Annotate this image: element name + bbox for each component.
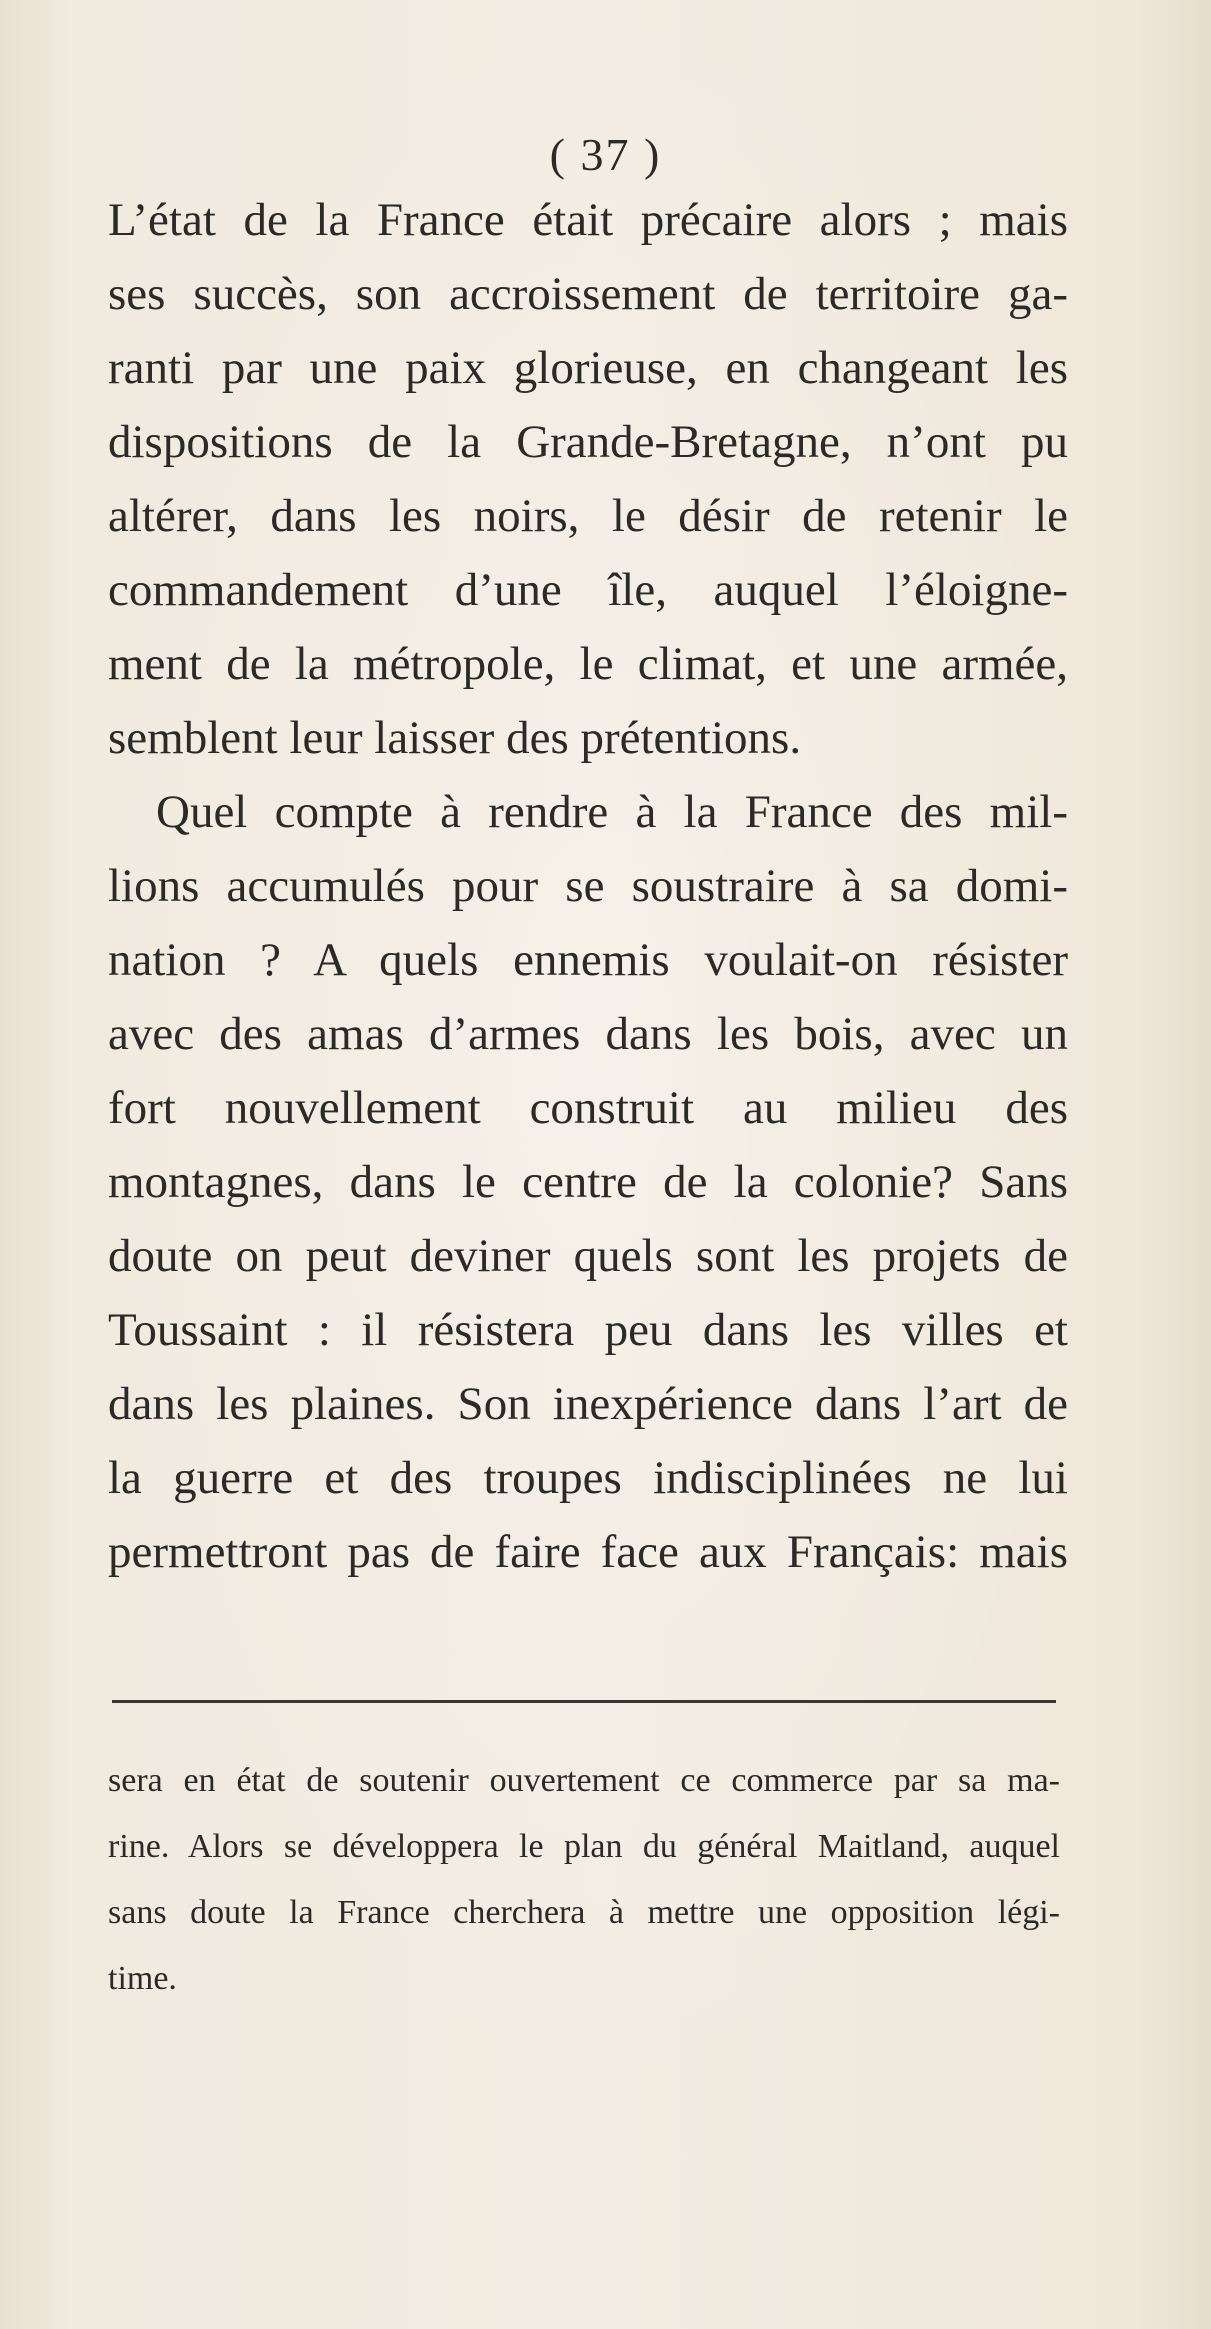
footnote-line: time. — [108, 1960, 177, 1997]
body-line: dispositions de la Grande-Bretagne, n’ont pu — [108, 416, 1068, 468]
body-line: montagnes, dans le centre de la colonie? Sans — [108, 1156, 1068, 1208]
footnote-separator — [112, 1700, 1056, 1703]
body-line: ses succès, son accroissement de territoire ga- — [108, 268, 1068, 320]
body-line: fort nouvellement construit au milieu des — [108, 1082, 1068, 1134]
body-line: ranti par une paix glorieuse, en changeant les — [108, 342, 1068, 394]
footnote — [108, 1748, 1060, 2012]
body-line: dans les plaines. Son inexpérience dans l’art de — [108, 1378, 1068, 1430]
footnote-line: sans doute la France cherchera à mettre une opposition légi- — [108, 1894, 1060, 1931]
page-number: ( 37 ) — [549, 129, 662, 180]
footnote-line: rine. Alors se développera le plan du général Maitland, auquel — [108, 1828, 1060, 1865]
body-line: ment de la métropole, le climat, et une armée, — [108, 638, 1068, 690]
body-text — [108, 183, 1068, 1589]
body-line: doute on peut deviner quels sont les projets de — [108, 1230, 1068, 1282]
body-line: semblent leur laisser des prétentions. — [108, 712, 802, 764]
body-line: avec des amas d’armes dans les bois, avec un — [108, 1008, 1068, 1060]
body-line: Toussaint : il résistera peu dans les villes et — [108, 1304, 1068, 1356]
body-line: altérer, dans les noirs, le désir de retenir le — [108, 490, 1068, 542]
body-line: lions accumulés pour se soustraire à sa domi- — [108, 860, 1068, 912]
body-line: commandement d’une île, auquel l’éloigne- — [108, 564, 1068, 616]
body-line: nation ? A quels ennemis voulait-on résister — [108, 934, 1068, 986]
body-line: la guerre et des troupes indisciplinées ne lui — [108, 1452, 1068, 1504]
footnote-line: sera en état de soutenir ouvertement ce commerce par sa ma- — [108, 1762, 1060, 1799]
body-line: permettront pas de faire face aux Français: mais — [108, 1526, 1068, 1578]
body-line: L’état de la France était précaire alors ; mais — [108, 194, 1068, 246]
body-line: Quel compte à rendre à la France des mil- — [156, 786, 1068, 838]
